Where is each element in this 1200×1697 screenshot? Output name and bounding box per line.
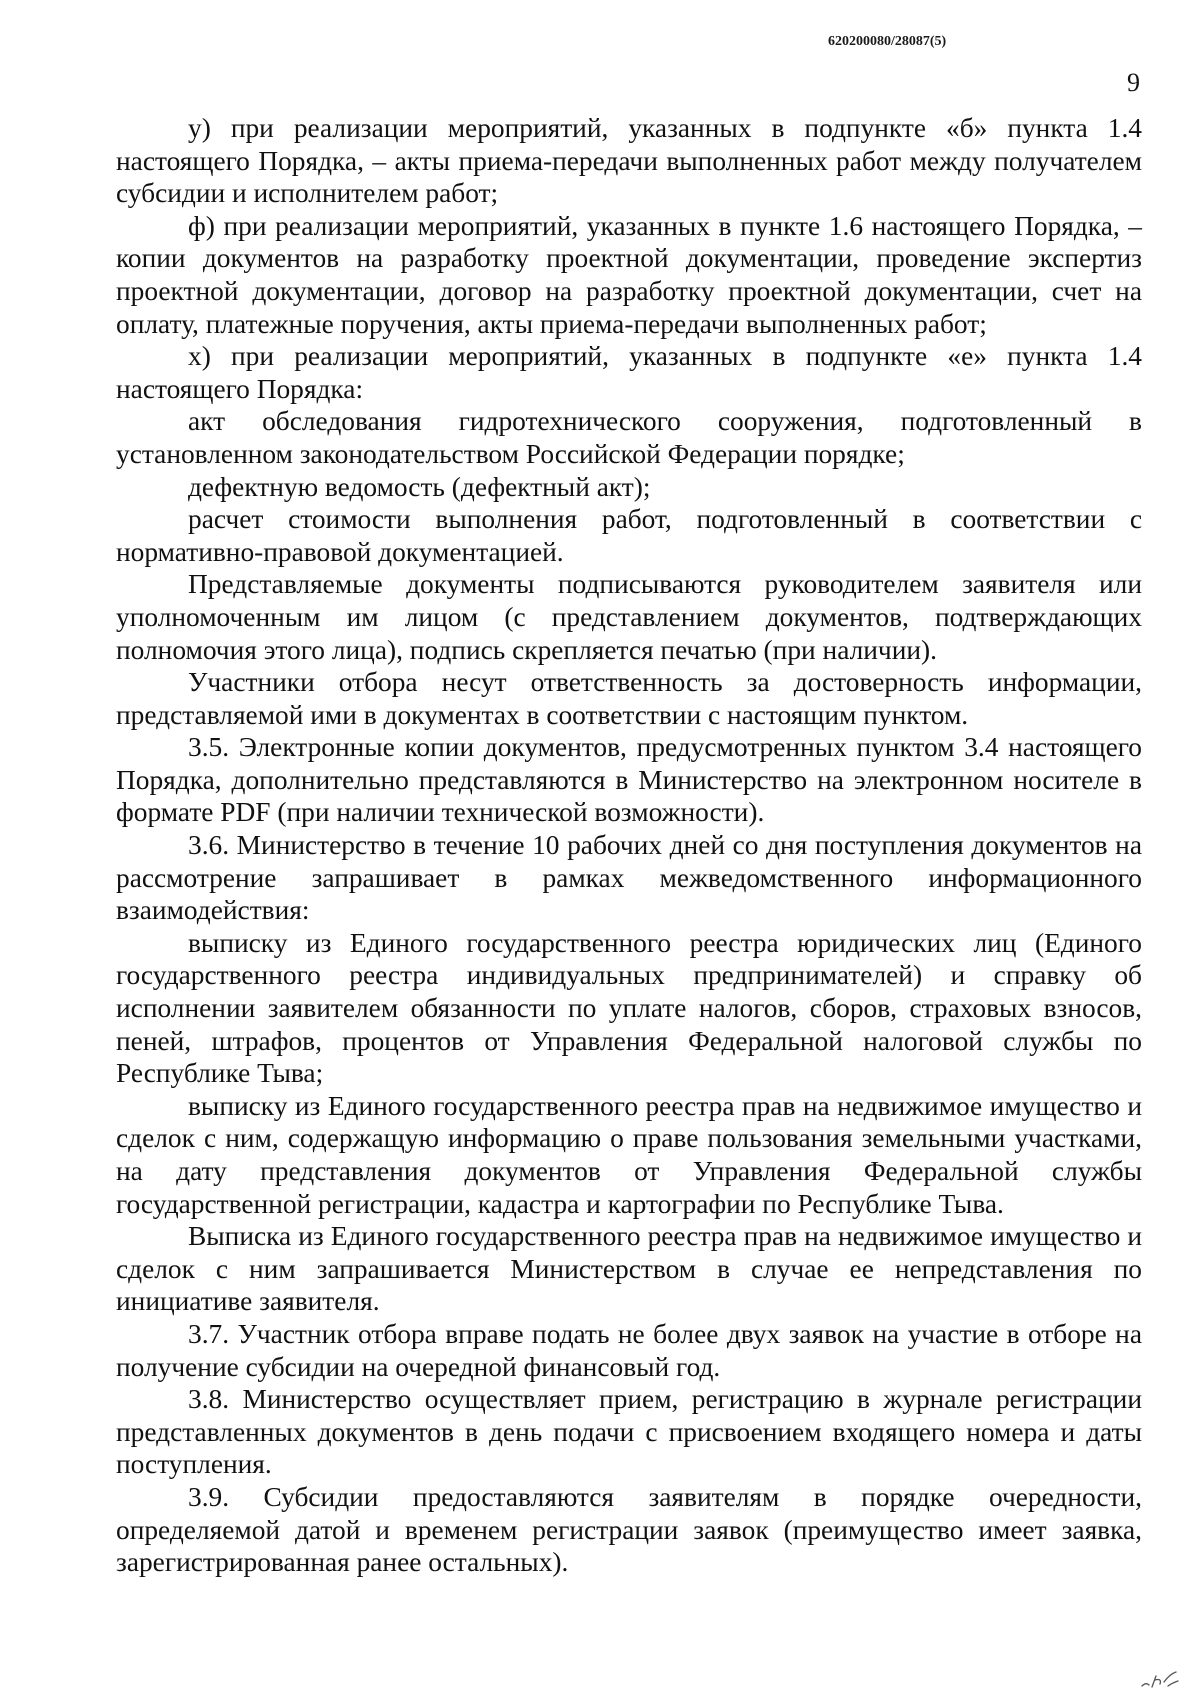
list-item-inspection-act: акт обследования гидротехнического сооружения, подготовленный в установленном законодательством Российской Федерации порядке;: [116, 406, 1142, 469]
paragraph-h: х) при реализации мероприятий, указанных в подпункте «е» пункта 1.4 настоящего Порядка:: [116, 341, 1142, 404]
document-code: 620200080/28087(5): [828, 34, 947, 49]
paragraph-f: ф) при реализации мероприятий, указанных в пункте 1.6 настоящего Порядка, – копии документов на разработку проектной документации, проведение экспертиз проектной документации, договор на разработку проектной документации, счет на оплату, платежные поручения, акты приема-передачи выполненных работ;: [116, 210, 1142, 339]
list-item-cost-calculation: расчет стоимости выполнения работ, подготовленный в соответствии с нормативно-правовой документацией.: [116, 504, 1142, 567]
paragraph-3-8: 3.8. Министерство осуществляет прием, регистрацию в журнале регистрации представленных документов в день подачи с присвоением входящего номера и даты поступления.: [116, 1384, 1142, 1480]
paragraph-3-6: 3.6. Министерство в течение 10 рабочих дней со дня поступления документов на рассмотрение запрашивает в рамках межведомственного информационного взаимодействия:: [116, 830, 1142, 926]
paragraph-u: у) при реализации мероприятий, указанных в подпункте «б» пункта 1.4 настоящего Порядка, – акты приема-передачи выполненных работ между получателем субсидии и исполнителем работ;: [116, 113, 1142, 209]
list-item-defect-sheet: дефектную ведомость (дефектный акт);: [188, 471, 651, 502]
page-number: 9: [1127, 68, 1140, 97]
paragraph-egrp-request: Выписка из Единого государственного реестра прав на недвижимое имущество и сделок с ним запрашивается Министерством в случае ее непредставления по инициативе заявителя.: [116, 1221, 1142, 1317]
list-item-egrul-extract: выписку из Единого государственного реестра юридических лиц (Единого государственного реестра индивидуальных предпринимателей) и справку об исполнении заявителем обязанности по уплате налогов, сборов, страховых взносов, пеней, штрафов, процентов от Управления Федеральной налоговой службы по Республике Тыва;: [116, 927, 1142, 1089]
initials-mark: [1140, 1668, 1182, 1690]
paragraph-3-7: 3.7. Участник отбора вправе подать не более двух заявок на участие в отборе на получение субсидии на очередной финансовый год.: [116, 1318, 1142, 1382]
paragraph-responsibility: Участники отбора несут ответственность за достоверность информации, представляемой ими в документах в соответствии с настоящим пунктом.: [116, 667, 1142, 730]
document-body: [116, 112, 1142, 1579]
paragraph-3-5: 3.5. Электронные копии документов, предусмотренных пунктом 3.4 настоящего Порядка, дополнительно представляются в Министерство на электронном носителе в формате PDF (при наличии технической возможности).: [116, 732, 1142, 828]
list-item-egrp-extract: выписку из Единого государственного реестра прав на недвижимое имущество и сделок с ним, содержащую информацию о праве пользования земельными участками, на дату представления документов от Управления Федеральной службы государственной регистрации, кадастра и картографии по Республике Тыва.: [116, 1090, 1142, 1219]
paragraph-3-9: 3.9. Субсидии предоставляются заявителям в порядке очередности, определяемой датой и временем регистрации заявок (преимущество имеет заявка, зарегистрированная ранее остальных).: [116, 1481, 1142, 1578]
paragraph-signing: Представляемые документы подписываются руководителем заявителя или уполномоченным им лицом (с представлением документов, подтверждающих полномочия этого лица), подпись скрепляется печатью (при наличии).: [116, 569, 1142, 665]
